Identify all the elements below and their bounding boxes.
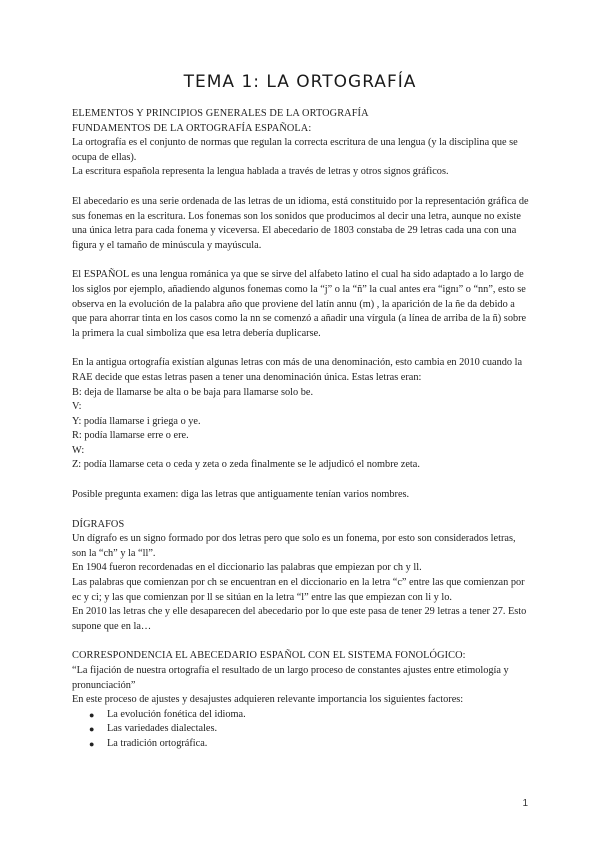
paragraph-digrafo-definicion: Un dígrafo es un signo formado por dos letras pero que solo es un fonema, por esto son considerados letras, son la “ch” y la “ll”. xyxy=(72,533,516,559)
letter-line-z: Z: podía llamarse ceta o ceda y zeta o zeda finalmente se le adjudicó el nombre zeta. xyxy=(72,459,420,471)
paragraph-2010: En 2010 las letras che y elle desaparecen del abecedario por lo que este pasa de tener 29 letras a tener 27. Esto supone que en la… xyxy=(72,606,527,632)
list-item: ● La evolución fonética del idioma. xyxy=(72,708,532,723)
heading-digrafos: DÍGRAFOS xyxy=(72,518,125,530)
bullet-icon: ● xyxy=(89,724,95,735)
bullet-icon: ● xyxy=(89,709,95,720)
bullet-icon: ● xyxy=(89,738,95,749)
paragraph-espanol: El ESPAÑOL es una lengua románica ya que se sirve del alfabeto latino el cual ha sido adaptado a lo largo de los siglos por ejemplo, añadiendo algunos fonemas como la “j” o la “ñ” la cual antes era “ignı” o “nn”, esto se observa en la evolución de la palabra año que proviene del latín annu (m) , la aparición de la ñe da debido a que para ahorrar tinta en los casos como la nn se comenzó a añadir una vírgula (a línea de arriba de la ñ) sobre la primera la cual simboliza que esa letra debería duplicarse. xyxy=(72,269,527,339)
letter-line-w: W: xyxy=(72,444,85,456)
paragraph-pregunta-examen: Posible pregunta examen: diga las letras que antiguamente tenían varios nombres. xyxy=(72,489,410,501)
paragraph-proceso: En este proceso de ajustes y desajustes adquieren relevante importancia los siguientes factores: xyxy=(72,694,464,706)
document-body xyxy=(72,107,532,752)
letter-line-r: R: podía llamarse erre o ere. xyxy=(72,430,189,442)
page-number: 1 xyxy=(522,798,528,809)
factores-list xyxy=(72,708,532,752)
list-item: ● La tradición ortográfica. xyxy=(72,737,532,752)
paragraph-escritura: La escritura española representa la lengua hablada a través de letras y otros signos gráficos. xyxy=(72,166,449,178)
letter-line-y: Y: podía llamarse i griega o ye. xyxy=(72,415,201,427)
paragraph-abecedario: El abecedario es una serie ordenada de las letras de un idioma, está constituido por la representación gráfica de sus fonemas en la escritura. Los fonemas son los sonidos que producimos al decir una letra, aunque no existe una única letra para cada fonema y viceversa. El abecedario de 1803 constaba de 29 letras cada una con una figura y el tamaño de minúscula y mayúscula. xyxy=(72,195,529,251)
list-item: ● Las variedades dialectales. xyxy=(72,722,532,737)
paragraph-antigua-ortografia: En la antigua ortografía existían algunas letras con más de una denominación, esto cambia en 2010 cuando la RAE decide que estas letras pasen a tener una denominación única. Estas letras eran: xyxy=(72,357,523,383)
heading-fundamentos: FUNDAMENTOS DE LA ORTOGRAFÍA ESPAÑOLA: xyxy=(72,122,312,134)
paragraph-palabras-ch-ll: Las palabras que comienzan por ch se encuentran en el diccionario en la letra “c” entre las que comienzan por ec y ci; y las que comienzan por ll se sitúan en la letra “l” entre las que empiezan con li y lo. xyxy=(72,577,525,603)
heading-elementos: ELEMENTOS Y PRINCIPIOS GENERALES DE LA ORTOGRAFÍA xyxy=(72,108,369,119)
paragraph-1904: En 1904 fueron recordenadas en el diccionario las palabras que empiezan por ch y ll. xyxy=(72,562,422,574)
page-title: TEMA 1: LA ORTOGRAFÍA xyxy=(183,72,417,92)
letter-line-b: B: deja de llamarse be alta o be baja para llamarse solo be. xyxy=(72,386,314,398)
heading-correspondencia: CORRESPONDENCIA EL ABECEDARIO ESPAÑOL CON EL SISTEMA FONOLÓGICO: xyxy=(72,650,466,662)
letter-line-v: V: xyxy=(72,401,82,413)
paragraph-cita: “La fijación de nuestra ortografía el resultado de un largo proceso de constantes ajustes entre etimología y pronunciación” xyxy=(72,665,509,691)
paragraph-definicion: La ortografía es el conjunto de normas que regulan la correcta escritura de una lengua (y la disciplina que se ocupa de ellas). xyxy=(72,137,518,163)
